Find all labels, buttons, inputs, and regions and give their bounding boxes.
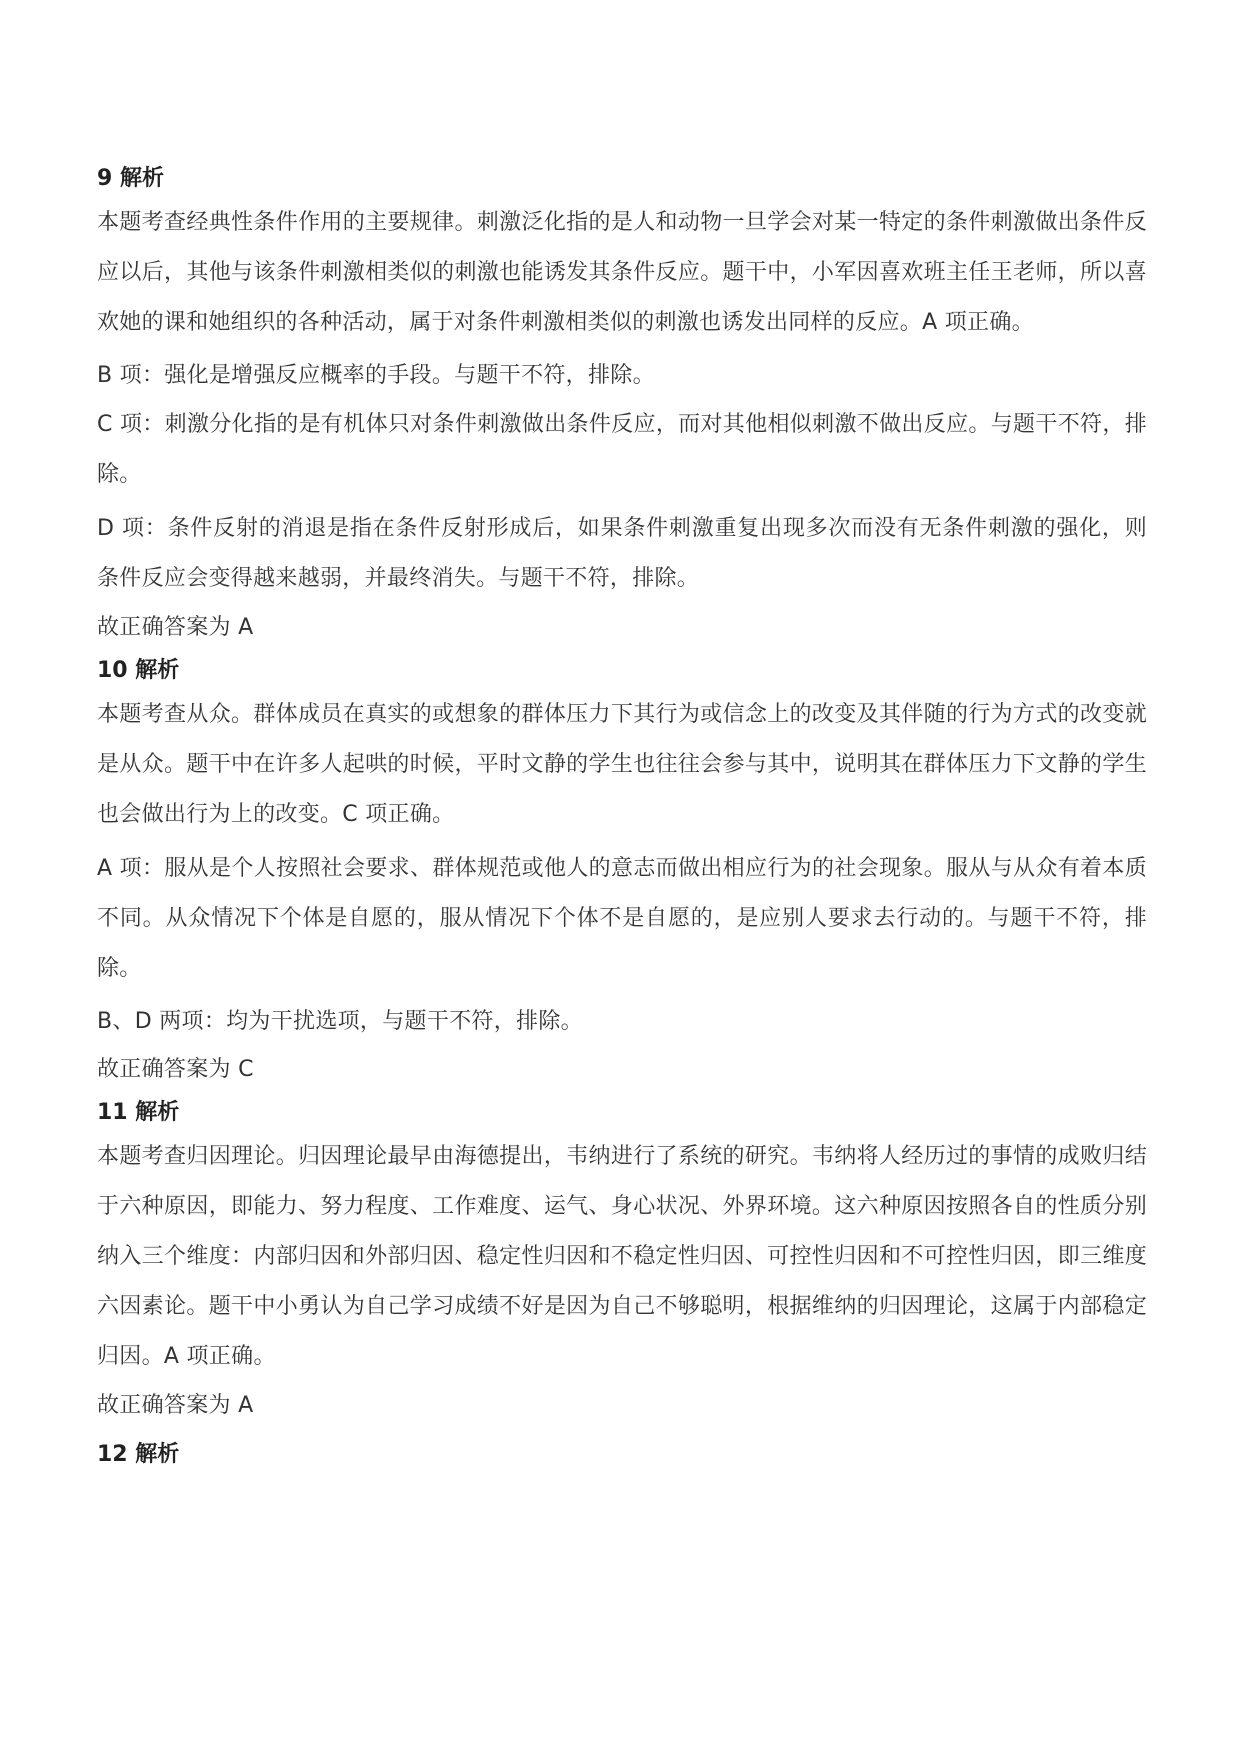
paragraph: D 项：条件反射的消退是指在条件反射形成后，如果条件刺激重复出现多次而没有无条件刺激的强化，则条件反应会变得越来越弱，并最终消失。与题干不符，排除。	[97, 516, 1147, 591]
paragraph: C 项：刺激分化指的是有机体只对条件刺激做出条件反应，而对其他相似刺激不做出反应。与题干不符，排除。	[97, 412, 1147, 487]
paragraph: 本题考查从众。群体成员在真实的或想象的群体压力下其行为或信念上的改变及其伴随的行为方式的改变就是从众。题干中在许多人起哄的时候，平时文静的学生也往往会参与其中，说明其在群体压力下文静的学生也会做出行为上的改变。C 项正确。	[97, 702, 1147, 827]
paragraph: 本题考查归因理论。归因理论最早由海德提出，韦纳进行了系统的研究。韦纳将人经历过的事情的成败归结于六种原因，即能力、努力程度、工作难度、运气、身心状况、外界环境。这六种原因按照各自的性质分别纳入三个维度：内部归因和外部归因、稳定性归因和不稳定性归因、可控性归因和不可控性归因，即三维度六因素论。题干中小勇认为自己学习成绩不好是因为自己不够聪明，根据维纳的归因理论，这属于内部稳定归因。A 项正确。	[97, 1144, 1147, 1369]
document-page	[97, 160, 1147, 1474]
section-11	[97, 1094, 1147, 1430]
section-title: 10 解析	[97, 658, 180, 683]
paragraph: A 项：服从是个人按照社会要求、群体规范或他人的意志而做出相应行为的社会现象。服从与从众有着本质不同。从众情况下个体是自愿的，服从情况下个体不是自愿的，是应别人要求去行动的。与题干不符，排除。	[97, 856, 1147, 981]
section-title: 9 解析	[97, 166, 164, 191]
section-10	[97, 652, 1147, 1094]
paragraph: B、D 两项：均为干扰选项，与题干不符，排除。	[97, 1009, 583, 1034]
paragraph: B 项：强化是增强反应概率的手段。与题干不符，排除。	[97, 363, 655, 388]
section-title: 12 解析	[97, 1442, 180, 1467]
section-9	[97, 160, 1147, 652]
paragraph: 故正确答案为 A	[97, 615, 254, 640]
paragraph: 故正确答案为 C	[97, 1057, 254, 1082]
paragraph: 故正确答案为 A	[97, 1393, 254, 1418]
section-12	[97, 1430, 1147, 1474]
paragraph: 本题考查经典性条件作用的主要规律。刺激泛化指的是人和动物一旦学会对某一特定的条件刺激做出条件反应以后，其他与该条件刺激相类似的刺激也能诱发其条件反应。题干中，小军因喜欢班主任王老师，所以喜欢她的课和她组织的各种活动，属于对条件刺激相类似的刺激也诱发出同样的反应。A 项正确。	[97, 210, 1147, 335]
section-title: 11 解析	[97, 1100, 180, 1125]
